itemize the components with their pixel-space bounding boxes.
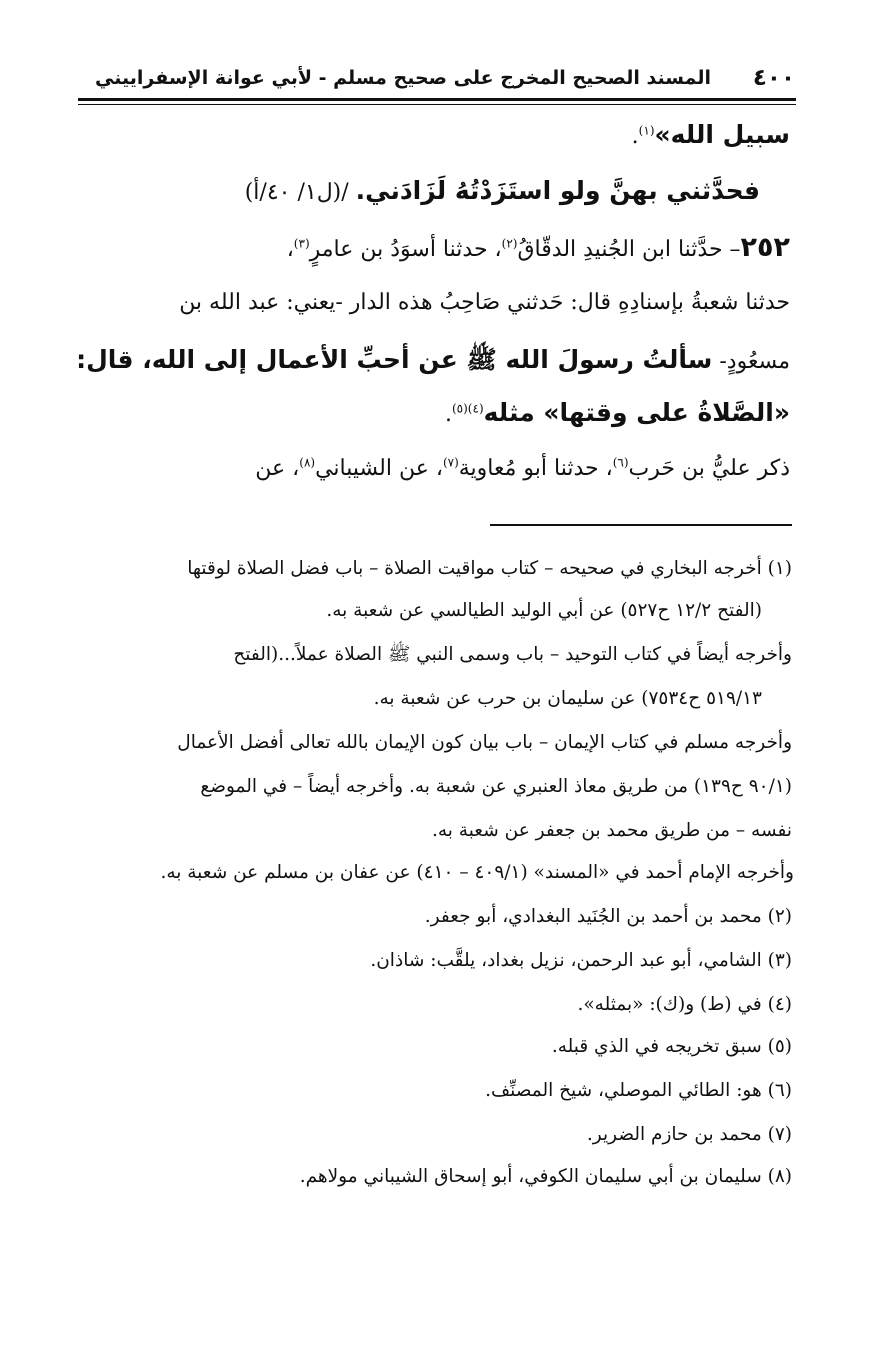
footnote-ref[interactable]: (٤) [467,401,484,416]
footnote-ref[interactable]: (٢) [501,236,518,251]
footnote-ref[interactable]: (٧) [442,455,459,470]
footnote-line: وأخرجه مسلم في كتاب الإيمان – باب بيان كون الإيمان بالله تعالى أفضل الأعمال [177,732,792,753]
footnote-line: وأخرجه الإمام أحمد في «المسند» (٤٠٩/١ – ٤١٠) عن عفان بن مسلم عن شعبة به. [160,862,794,883]
footnote-line: (٢) محمد بن أحمد بن الجُنَيد البغدادي، أبو جعفر. [424,906,792,927]
hadith-text-bold: سألتُ رسولَ الله ﷺ عن أحبِّ الأعمال إلى الله، قال: [76,345,713,374]
manuscript-folio-ref: /(ل١/ ٤٠/أ) [244,180,356,205]
footnote-line: ٥١٩/١٣ ح٧٥٣٤) عن سليمان بن حرب عن شعبة به. [373,688,762,709]
header-rule-thin [78,104,796,105]
running-title: المسند الصحيح المخرج على صحيح مسلم - لأبي عوانة الإسفراييني [95,67,711,89]
footnote-line: (٧) محمد بن حازم الضرير. [586,1124,792,1145]
footnote-ref[interactable]: (٣) [293,236,310,251]
footnote-line: (٦) هو: الطائي الموصلي، شيخ المصنِّف. [485,1080,792,1101]
footnote-line: (٨) سليمان بن أبي سليمان الكوفي، أبو إسحاق الشيباني مولاهم. [299,1166,792,1187]
body-line-2 [78,176,790,205]
body-line-4: حدثنا شعبةُ بإسنادِهِ قال: حَدثني صَاحِبُ هذه الدار -يعني: عبد الله بن [179,290,790,315]
footnote-ref[interactable]: (٦) [612,455,629,470]
footnote-ref[interactable]: (١) [638,123,655,138]
hadith-text-bold: سبيل الله» [654,120,790,149]
body-line-7: ذكر عليُّ بن حَرب$^{(٦)}$، حدثنا أبو مُعاوية$^{(٧)}$، عن الشيباني$^{(٨)}$، عن [255,455,790,481]
hadith-number: ٢٥٢ [740,232,790,263]
footnote-line: (٣) الشامي، أبو عبد الرحمن، نزيل بغداد، يلقَّب: شاذان. [370,950,792,971]
hadith-text-bold: فحدَّثني بهنَّ ولو استَزَدْتُهُ لَزَادَني. [355,176,760,205]
hadith-text-bold: «الصَّلاةُ على وقتها» مثله [483,398,790,427]
body-line-6: «الصَّلاةُ على وقتها» مثله$^{(٤)(٥)}$. [444,398,790,427]
header-rule-thick [78,98,796,101]
footnote-ref[interactable]: (٨) [299,455,316,470]
footnote-separator [490,524,792,526]
body-line-1: سبيل الله»$^{(١)}$. [631,120,790,149]
page-number: ٤٠٠ [752,65,795,91]
footnote-line: (٥) سبق تخريجه في الذي قبله. [551,1036,792,1057]
footnote-ref[interactable]: (٥) [451,401,468,416]
body-line-5: مسعُودٍ- سألتُ رسولَ الله ﷺ عن أحبِّ الأعمال إلى الله، قال: [76,345,790,374]
running-header [95,62,795,94]
footnote-line: وأخرجه أيضاً في كتاب التوحيد – باب وسمى النبي ﷺ الصلاة عملاً...(الفتح [233,644,792,665]
footnote-line: (الفتح ١٢/٢ ح٥٢٧) عن أبي الوليد الطيالسي عن شعبة به. [326,600,762,621]
footnote-line: (٤) في (ط) و(ك): «بمثله». [577,994,792,1015]
body-line-3: ٢٥٢– حدَّثنا ابن الجُنيدِ الدقّاقُ$^{(٢)}$، حدثنا أسوَدُ بن عامرٍ$^{(٣)}$، [286,232,790,263]
footnote-line: نفسه – من طريق محمد بن جعفر عن شعبة به. [431,820,792,841]
footnote-line: (٩٠/١ ح١٣٩) من طريق معاذ العنبري عن شعبة به. وأخرجه أيضاً – في الموضع [200,776,792,797]
footnote-line: (١) أخرجه البخاري في صحيحه – كتاب مواقيت الصلاة – باب فضل الصلاة لوقتها [187,558,792,579]
